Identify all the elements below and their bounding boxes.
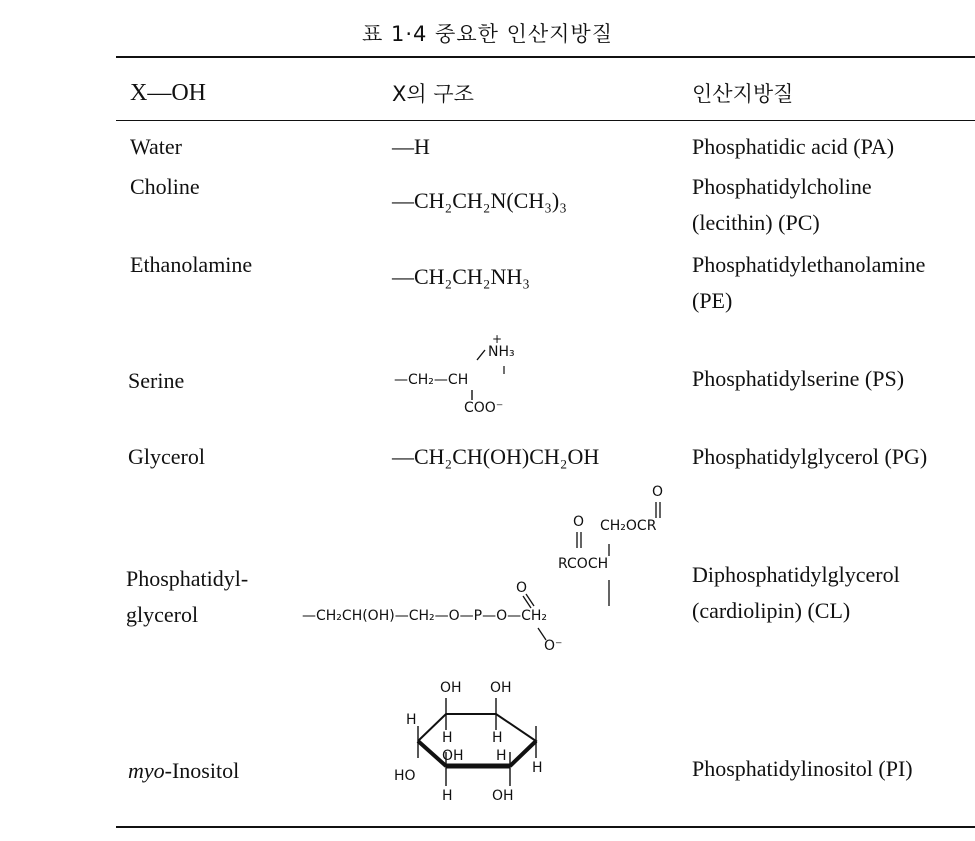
inositol-oh4: OH (492, 788, 514, 804)
pg-o-p: O (516, 580, 528, 596)
table-caption: 표 1·4 중요한 인산지방질 (362, 22, 613, 46)
pg-rcoch: RCOCH (558, 556, 609, 572)
pg-structure (300, 484, 690, 664)
row-ethanolamine-x: Ethanolamine (130, 252, 253, 277)
pg-o-left: O (573, 514, 585, 530)
row-glycerol-product: Phosphatidylglycerol (PG) (692, 444, 928, 469)
row-ethanolamine-product-line2: (PE) (692, 288, 733, 313)
header-structure: X의 구조 (392, 82, 474, 106)
row-choline-product-line2: (lecithin) (PC) (692, 210, 820, 235)
inositol-oh3: OH (442, 748, 464, 764)
row-serine-product: Phosphatidylserine (PS) (692, 366, 905, 391)
header-rule (116, 120, 975, 121)
row-water-x: Water (130, 134, 182, 159)
row-glycerol-structure: —CH₂CH(OH)CH₂OH (392, 444, 600, 469)
row-water-structure: —H (392, 134, 430, 159)
row-serine-x: Serine (128, 368, 185, 393)
inositol-h2: H (442, 730, 453, 746)
serine-coo: COO⁻ (464, 400, 504, 416)
inositol-ring (388, 676, 548, 826)
pg-structure-bonds (300, 484, 690, 664)
row-pg-x-line2: glycerol (126, 602, 199, 627)
row-pg-x-line1: Phosphatidyl- (126, 566, 249, 591)
row-inositol-product: Phosphatidylinositol (PI) (692, 756, 913, 781)
pg-o-minus: O⁻ (544, 638, 563, 654)
inositol-h3: H (492, 730, 503, 746)
inositol-h5: H (532, 760, 543, 776)
header-phospholipid: 인산지방질 (692, 82, 794, 106)
serine-structure (392, 332, 542, 426)
inositol-oh2: OH (490, 680, 512, 696)
pg-o-top: O (652, 484, 664, 500)
row-choline-x: Choline (130, 174, 200, 199)
inositol-oh1: OH (440, 680, 462, 696)
top-rule (116, 56, 975, 58)
inositol-h6: H (442, 788, 453, 804)
bottom-rule (116, 826, 975, 828)
inositol-structure (388, 676, 548, 826)
row-choline-product-line1: Phosphatidylcholine (692, 174, 872, 199)
inositol-h1: H (406, 712, 417, 728)
row-inositol-x-italic: myo (128, 758, 165, 783)
row-glycerol-x: Glycerol (128, 444, 205, 469)
serine-main: —CH₂—CH (394, 372, 469, 388)
row-pg-product-line2: (cardiolipin) (CL) (692, 598, 851, 623)
inositol-ho: HO (394, 768, 416, 784)
row-inositol-x-rest: -Inositol (164, 758, 240, 783)
inositol-h4: H (496, 748, 507, 764)
row-choline-structure: —CH₂CH₂N(CH₃)₃ (392, 188, 567, 213)
row-inositol-x (128, 758, 239, 783)
header-x-oh: X—OH (130, 80, 206, 106)
row-pg-product-line1: Diphosphatidylglycerol (692, 562, 900, 587)
row-ethanolamine-structure: —CH₂CH₂NH₃ (392, 264, 530, 289)
pg-ch2ocr: CH₂OCR (600, 518, 657, 534)
pg-chain: —CH₂CH(OH)—CH₂—O—P—O—CH₂ (302, 608, 547, 624)
row-ethanolamine-product-line1: Phosphatidylethanolamine (692, 252, 926, 277)
serine-plus: + (492, 332, 503, 346)
row-water-product: Phosphatidic acid (PA) (692, 134, 895, 159)
serine-nh3: NH₃ (488, 344, 515, 360)
